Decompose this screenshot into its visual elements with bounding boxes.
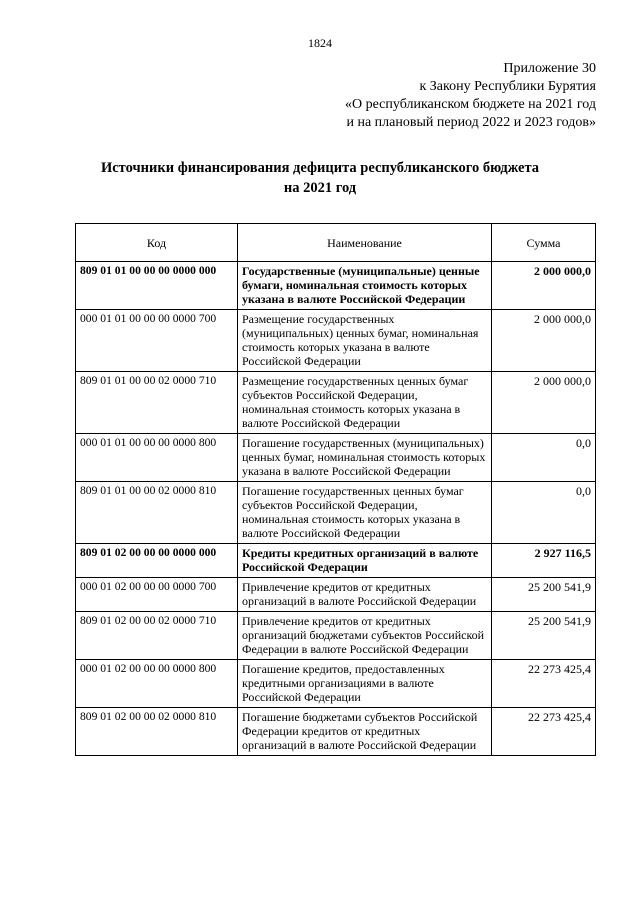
row-sum: 22 273 425,4 (492, 660, 596, 708)
row-sum: 2 000 000,0 (492, 310, 596, 372)
row-name: Кредиты кредитных организаций в валюте Российской Федерации (238, 544, 492, 578)
table-header-row (76, 224, 596, 262)
appendix-line-2: к Закону Республики Бурятия (419, 79, 596, 94)
table-row (76, 310, 596, 372)
table-row (76, 482, 596, 544)
row-code: 000 01 02 00 00 00 0000 800 (76, 660, 238, 708)
row-code: 809 01 01 00 00 02 0000 810 (76, 482, 238, 544)
row-sum: 0,0 (492, 482, 596, 544)
row-name: Привлечение кредитов от кредитных организаций в валюте Российской Федерации (238, 578, 492, 612)
row-code: 809 01 02 00 00 00 0000 000 (76, 544, 238, 578)
row-name: Погашение бюджетами субъектов Российской Федерации кредитов от кредитных организаций в валюте Российской Федерации (238, 708, 492, 756)
row-code: 809 01 01 00 00 02 0000 710 (76, 372, 238, 434)
row-code: 809 01 01 00 00 00 0000 000 (76, 262, 238, 310)
table-row (76, 434, 596, 482)
appendix-header (345, 60, 596, 132)
row-code: 000 01 02 00 00 00 0000 700 (76, 578, 238, 612)
row-name: Погашение государственных ценных бумаг субъектов Российской Федерации, номинальная стоимость которых указана в валюте Российской Федерации (238, 482, 492, 544)
table-row (76, 708, 596, 756)
row-name: Погашение государственных (муниципальных) ценных бумаг, номинальная стоимость которых указана в валюте Российской Федерации (238, 434, 492, 482)
row-sum: 22 273 425,4 (492, 708, 596, 756)
row-code: 809 01 02 00 00 02 0000 810 (76, 708, 238, 756)
row-sum: 2 000 000,0 (492, 372, 596, 434)
table-row (76, 660, 596, 708)
page-number: 1824 (308, 36, 332, 50)
row-sum: 25 200 541,9 (492, 578, 596, 612)
appendix-line-4: и на плановый период 2022 и 2023 годов» (346, 115, 596, 130)
row-sum: 0,0 (492, 434, 596, 482)
row-code: 000 01 01 00 00 00 0000 800 (76, 434, 238, 482)
row-code: 809 01 02 00 00 02 0000 710 (76, 612, 238, 660)
appendix-line-3: «О республиканском бюджете на 2021 год (345, 97, 596, 112)
row-code: 000 01 01 00 00 00 0000 700 (76, 310, 238, 372)
column-header-sum: Сумма (492, 224, 596, 262)
row-sum: 2 927 116,5 (492, 544, 596, 578)
row-name: Привлечение кредитов от кредитных организаций бюджетами субъектов Российской Федерации в валюте Российской Федерации (238, 612, 492, 660)
title-line-1: Источники финансирования дефицита республиканского бюджета (100, 160, 540, 176)
column-header-name: Наименование (238, 224, 492, 262)
column-header-code: Код (76, 224, 238, 262)
row-sum: 25 200 541,9 (492, 612, 596, 660)
table-row (76, 372, 596, 434)
row-name: Государственные (муниципальные) ценные бумаги, номинальная стоимость которых указана в валюте Российской Федерации (238, 262, 492, 310)
financing-sources-table (75, 223, 596, 756)
row-sum: 2 000 000,0 (492, 262, 596, 310)
table-row (76, 578, 596, 612)
table-row (76, 612, 596, 660)
table-row (76, 544, 596, 578)
row-name: Погашение кредитов, предоставленных кредитными организациями в валюте Российской Федерации (238, 660, 492, 708)
appendix-line-1: Приложение 30 (503, 61, 596, 76)
row-name: Размещение государственных (муниципальных) ценных бумаг, номинальная стоимость которых указана в валюте Российской Федерации (238, 310, 492, 372)
document-title (60, 158, 580, 198)
title-line-2: на 2021 год (283, 180, 357, 196)
row-name: Размещение государственных ценных бумаг субъектов Российской Федерации, номинальная стоимость которых указана в валюте Российской Федерации (238, 372, 492, 434)
table-row (76, 262, 596, 310)
